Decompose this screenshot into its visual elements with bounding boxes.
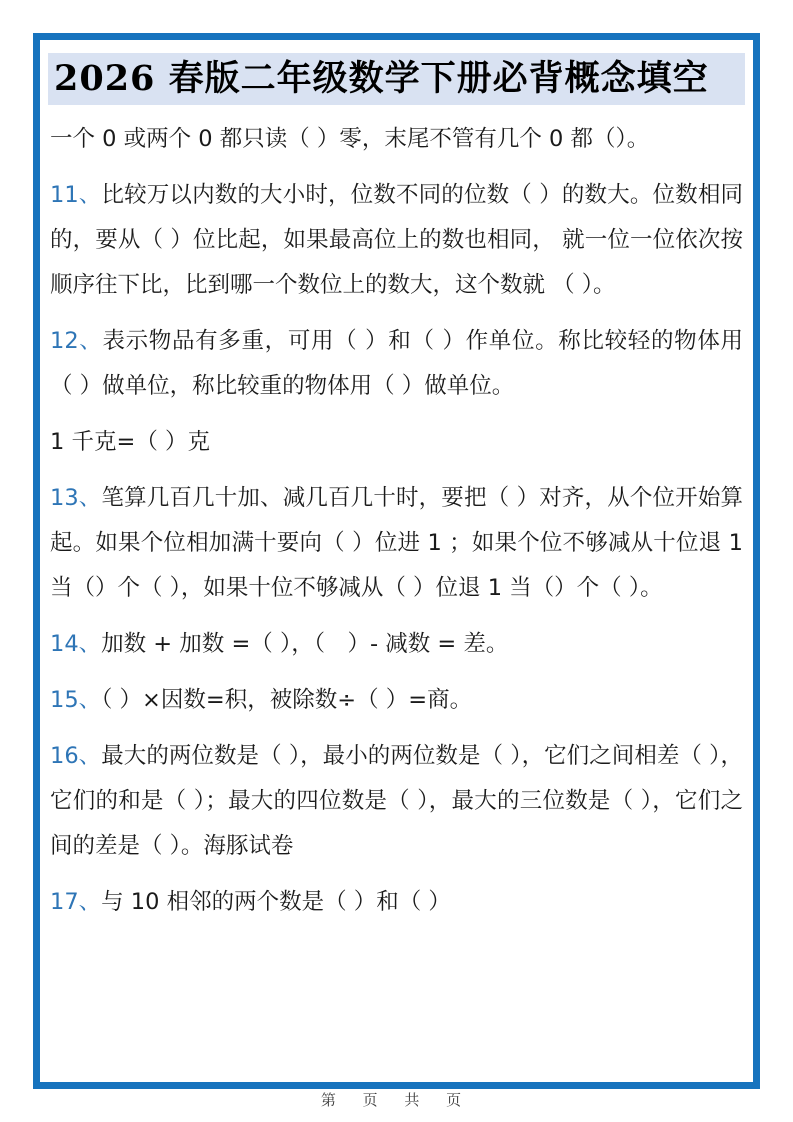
worksheet-paragraph: [50, 476, 743, 611]
worksheet-paragraph: [50, 173, 743, 308]
worksheet-paragraph: [50, 319, 743, 409]
item-number: 17、: [50, 889, 102, 915]
item-text: 一个 0 或两个 0 都只读（ ）零，末尾不管有几个 0 都（）。: [50, 126, 650, 152]
item-number: 12、: [50, 328, 103, 354]
item-text: 笔算几百几十加、减几百几十时，要把（ ）对齐，从个位开始算起。如果个位相加满十要向（ ）位进 1 ；如果个位不够减从十位退 1 当（）个（ ），如果十位不够减从（ ）位退 1 当（）个（ ）。: [50, 485, 743, 601]
item-number: 15、: [50, 687, 102, 713]
page-title: 2026 春版二年级数学下册必背概念填空: [48, 53, 745, 105]
item-number: 16、: [50, 743, 102, 769]
item-text: （ ）×因数=积，被除数÷（ ）=商。: [101, 687, 473, 713]
worksheet-paragraph: [50, 678, 743, 723]
worksheet-paragraph: [50, 622, 743, 667]
worksheet-paragraph: [50, 420, 743, 465]
item-text: 表示物品有多重，可用（ ）和（ ）作单位。称比较轻的物体用（ ）做单位，称比较重的物体用（ ）做单位。: [50, 328, 743, 399]
page-border-frame: [33, 33, 760, 1089]
item-text: 与 10 相邻的两个数是（ ）和（ ）: [101, 889, 451, 915]
item-text: 比较万以内数的大小时，位数不同的位数（ ）的数大。位数相同的，要从（ ）位比起，如果最高位上的数也相同， 就一位一位依次按顺序往下比，比到哪一个数位上的数大，这个数就 （ ）。: [50, 182, 743, 298]
item-number: 13、: [50, 485, 102, 511]
worksheet-paragraph: [50, 880, 743, 925]
item-number: 11、: [50, 182, 102, 208]
item-text: 最大的两位数是（ ），最小的两位数是（ ），它们之间相差（ ），它们的和是（ ）；最大的四位数是（ ），最大的三位数是（ ），它们之间的差是（ ）。海豚试卷: [50, 743, 743, 859]
worksheet-paragraph: [50, 117, 743, 162]
item-text: 1 千克=（ ）克: [50, 429, 210, 455]
item-number: 14、: [50, 631, 102, 657]
worksheet-paragraph: [50, 734, 743, 869]
item-text: 加数 + 加数 =（ ），（ ）- 减数 = 差。: [101, 631, 509, 657]
worksheet-body: [48, 117, 745, 925]
page-footer: 第 页 共 页: [320, 1091, 473, 1109]
